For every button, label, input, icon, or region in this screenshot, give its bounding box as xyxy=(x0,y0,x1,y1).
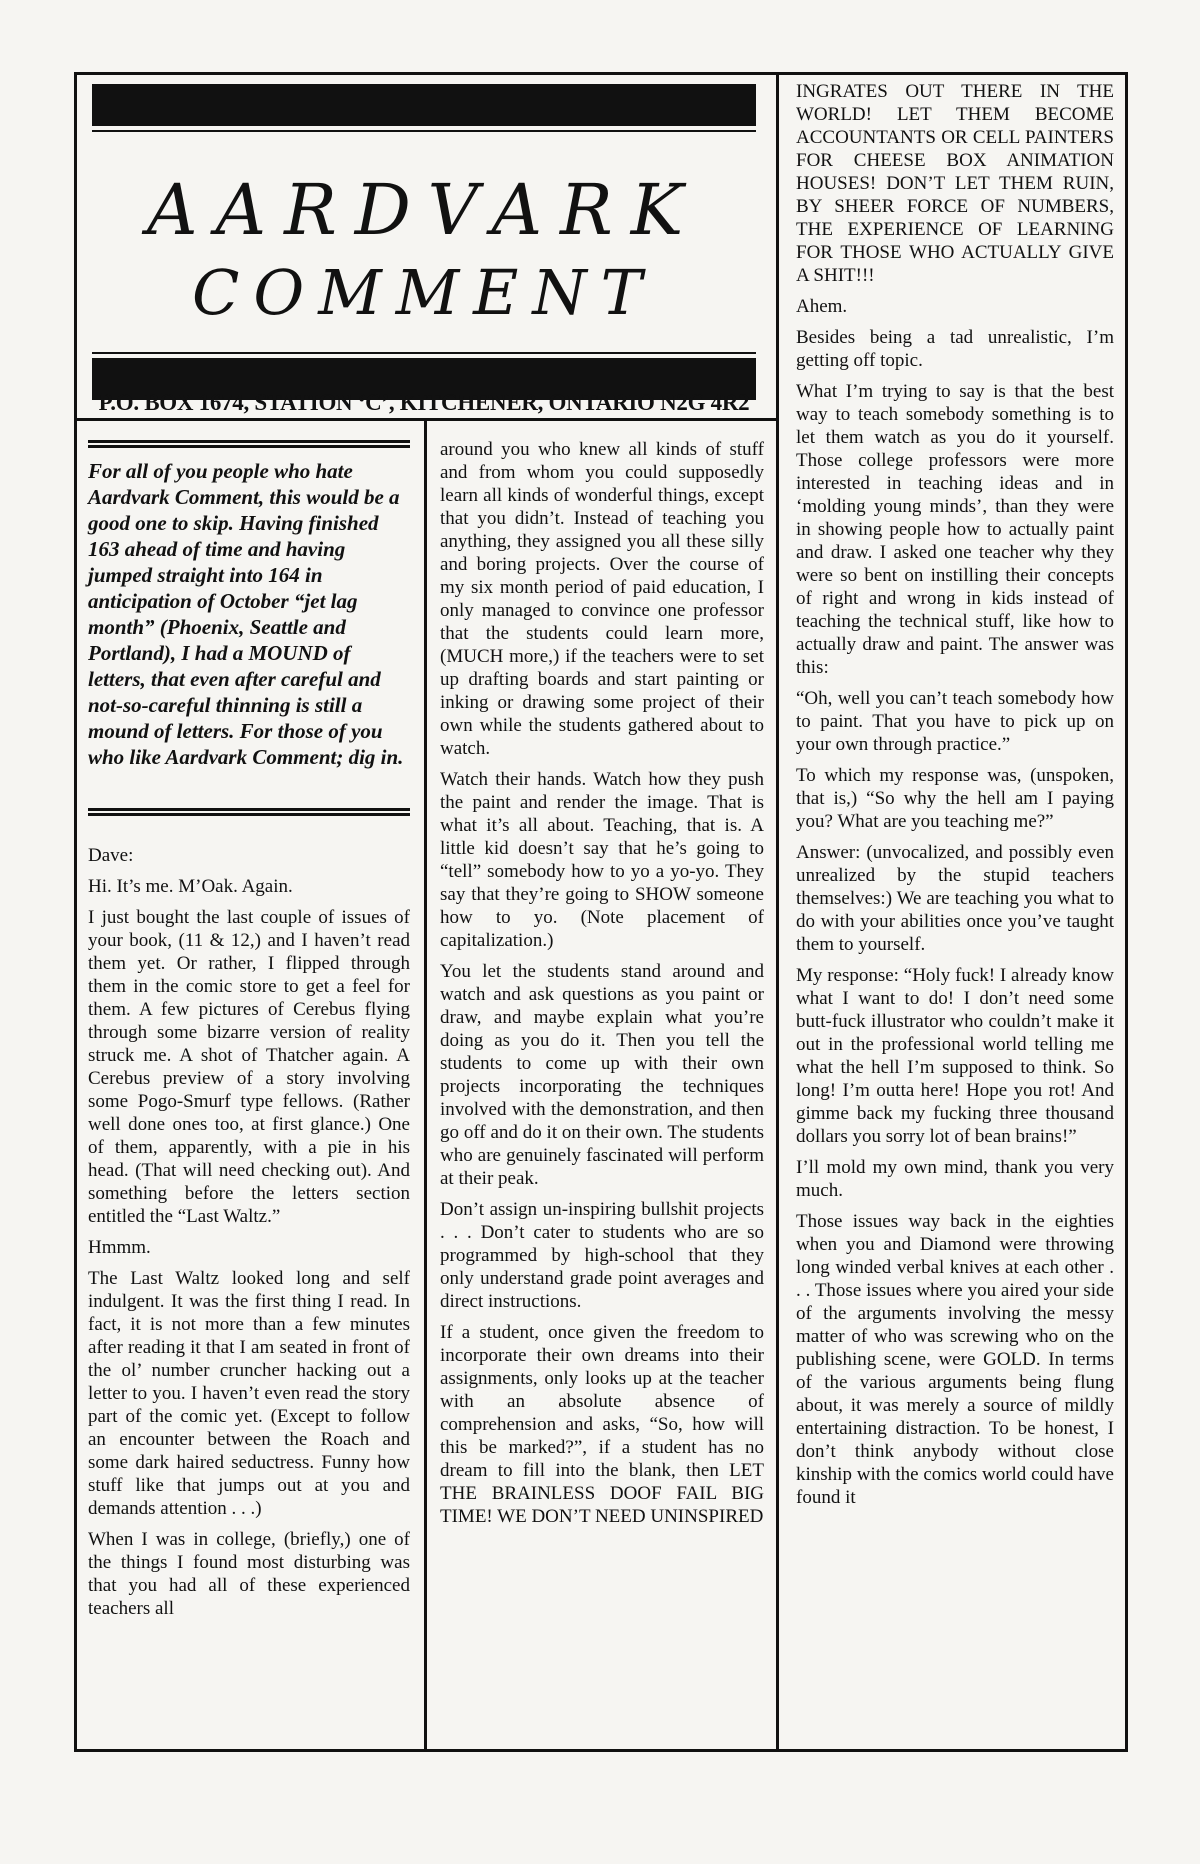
masthead-top-rule xyxy=(92,130,756,132)
masthead-top-bar xyxy=(92,84,756,126)
paragraph: I’ll mold my own mind, thank you very much. xyxy=(796,1157,1114,1201)
column-divider-left xyxy=(424,418,427,1752)
paragraph: Answer: (unvocalized, and possibly even unrealized by the stupid teachers themselves:) We are teaching you what to do with your abilities once you’ve taught them to yourself. xyxy=(796,842,1114,955)
letter-column-1 xyxy=(88,844,410,1628)
letter-column-2 xyxy=(440,438,764,1536)
paragraph: If a student, once given the freedom to incorporate their own dreams into their assignments, only looks up at the teacher with an absolute absence of comprehension and asks, “So, how will this be marked?”, if a student has no dream to fill into the blank, then LET THE BRAINLESS DOOF FAIL BIG TIME! WE DON’T NEED UNINSPIRED xyxy=(440,1322,764,1527)
mailing-address: P.O. BOX 1674, STATION ‘C’, KITCHENER, ONTARIO N2G 4R2 xyxy=(98,390,750,415)
column-divider-right xyxy=(776,72,779,1752)
paragraph: Don’t assign un-inspiring bullshit projects . . . Don’t cater to students who are so programmed by high-school that they only understand grade point averages and direct instructions. xyxy=(440,1199,764,1312)
paragraph: Dave: xyxy=(88,845,134,866)
masthead xyxy=(86,84,762,390)
masthead-bottom-rule xyxy=(92,352,756,354)
paragraph: My response: “Holy fuck! I already know what I want to do! I don’t need some butt-fuck illustrator who couldn’t make it out in the professional world telling me what the hell I’m supposed to think. So long! I’m outta here! Hope you rot! And gimme back my fucking three thousand dollars you sorry lot of bean brains!” xyxy=(796,965,1114,1147)
paragraph: Hi. It’s me. M’Oak. Again. xyxy=(88,876,293,897)
paragraph: You let the students stand around and watch and ask questions as you paint or draw, and maybe explain what you’re doing as you do it. Then you tell the students to come up with their own projects incorporating the techniques involved with the demonstration, and then go off and do it on their own. The students who are genuinely fascinated will perform at their peak. xyxy=(440,961,764,1189)
paragraph: Besides being a tad unrealistic, I’m getting off topic. xyxy=(796,327,1114,371)
masthead-title-aardvark: AARDVARK xyxy=(146,169,702,251)
intro-top-rule xyxy=(88,440,410,448)
intro-bottom-rule xyxy=(88,808,410,816)
paragraph: Watch their hands. Watch how they push the paint and render the image. That is what it’s all about. Teaching, that is. A little kid doesn’t say that he’s going to “tell” somebody how to yo a yo-yo. They say that they’re going to SHOW someone how to yo. (Note placement of capitalization.) xyxy=(440,769,764,951)
letter-column-3 xyxy=(796,80,1114,1517)
paragraph: When I was in college, (briefly,) one of the things I found most disturbing was that you had all of these experienced teachers all xyxy=(88,1529,410,1619)
editor-intro: For all of you people who hate Aardvark Comment, this would be a good one to skip. Having finished 163 ahead of time and having jumped straight into 164 in anticipation of October “jet lag month” (Phoenix, Seattle and Portland), I had a MOUND of letters, that even after careful and not-so-careful thinning is still a mound of letters. For those of you who like Aardvark Comment; dig in. xyxy=(88,459,404,769)
paragraph: I just bought the last couple of issues of your book, (11 & 12,) and I haven’t read them yet. Or rather, I flipped through them in the comic store to get a feel for them. A few pictures of Cerebus flying through some bizarre version of reality struck me. A shot of Thatcher again. A Cerebus preview of a story involving some Pogo-Smurf type fellows. (Rather well done ones too, at first glance.) One of them, apparently, with a pie in his head. (That will need checking out). And something before the letters section entitled the “Last Waltz.” xyxy=(88,907,410,1227)
paragraph: What I’m trying to say is that the best way to teach somebody something is to let them watch as you do it yourself. Those college professors were more interested in teaching ideas and in ‘molding young minds’, than they were in showing people how to actually paint and draw. I asked one teacher why they were so bent on instilling their concepts of right and wrong in kids instead of teaching the technical stuff, like how to actually draw and paint. The answer was this: xyxy=(796,381,1114,678)
paragraph: Ahem. xyxy=(796,296,848,317)
paragraph: Hmmm. xyxy=(88,1237,151,1258)
paragraph: INGRATES OUT THERE IN THE WORLD! LET THEM BECOME ACCOUNTANTS OR CELL PAINTERS FOR CHEESE BOX ANIMATION HOUSES! DON’T LET THEM RUIN, BY SHEER FORCE OF NUMBERS, THE EXPERIENCE OF LEARNING FOR THOSE WHO ACTUALLY GIVE A SHIT!!! xyxy=(796,81,1114,286)
paragraph: The Last Waltz looked long and self indulgent. It was the first thing I read. In fact, it is not more than a few minutes after reading it that I am seated in front of the ol’ number cruncher hacking out a letter to you. I haven’t even read the story part of the comic yet. (Except to follow an encounter between the Roach and some dark haired seductress. Funny how stuff like that jumps out at you and demands attention . . .) xyxy=(88,1268,410,1519)
paragraph: To which my response was, (unspoken, that is,) “So why the hell am I paying you? What are you teaching me?” xyxy=(796,765,1114,832)
paragraph: “Oh, well you can’t teach somebody how to paint. That you have to pick up on your own through practice.” xyxy=(796,688,1114,755)
paragraph: around you who knew all kinds of stuff and from whom you could supposedly learn all kinds of wonderful things, except that you didn’t. Instead of teaching you anything, they assigned you all these silly and boring projects. Over the course of my six month period of paid education, I only managed to convince one professor that the students could learn more, (MUCH more,) if the teachers were to set up drafting boards and start painting or inking or drawing some project of their own while the students gathered about to watch. xyxy=(440,439,764,759)
masthead-title-comment: COMMENT xyxy=(191,256,657,329)
paragraph: Those issues way back in the eighties when you and Diamond were throwing long winded verbal knives at each other . . . Those issues where you aired your side of the arguments involving the messy matter of who was screwing who on the publishing scene, were GOLD. In terms of the various arguments being flung about, it was merely a source of mildly entertaining distraction. To be honest, I don’t think anybody without close kinship with the comics world could have found it xyxy=(796,1211,1114,1508)
